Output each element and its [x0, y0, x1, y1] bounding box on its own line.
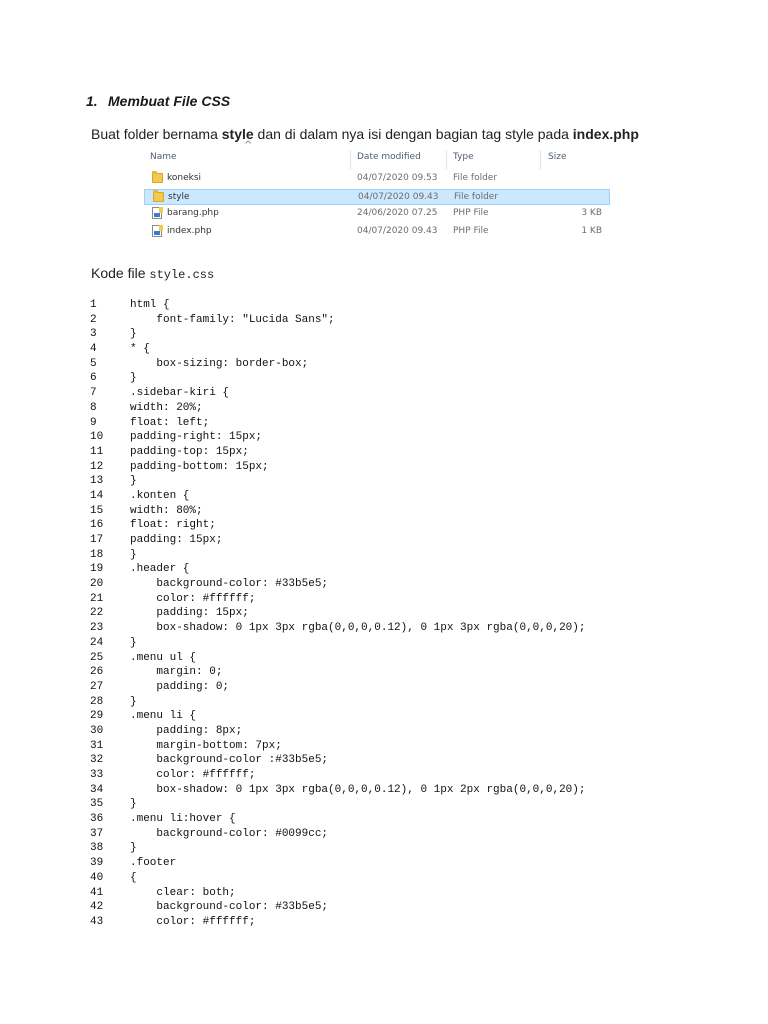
code-text: box-shadow: 0 1px 3px rgba(0,0,0,0.12), 0 1px 2px rgba(0,0,0,20);: [130, 783, 586, 796]
code-line: [90, 753, 585, 768]
intro-bold-style: style: [221, 126, 254, 142]
line-number: 41: [90, 886, 104, 899]
code-line: [90, 489, 585, 504]
line-number: 30: [90, 724, 104, 737]
file-row[interactable]: [144, 171, 610, 187]
code-text: background-color: #33b5e5;: [130, 901, 329, 914]
line-number: 32: [90, 754, 104, 767]
intro-paragraph: [91, 126, 639, 142]
line-number: 35: [90, 798, 104, 811]
code-caption-label: Kode file: [91, 265, 150, 281]
code-line: [90, 915, 585, 930]
code-text: }: [130, 842, 137, 855]
line-number: 38: [90, 842, 104, 855]
code-line: [90, 386, 585, 401]
code-line: [90, 562, 585, 577]
code-text: padding-bottom: 15px;: [130, 460, 269, 473]
code-line: [90, 856, 585, 871]
file-type: PHP File: [453, 208, 489, 218]
line-number: 5: [90, 357, 97, 370]
code-line: [90, 313, 585, 328]
line-number: 8: [90, 401, 97, 414]
column-divider: [350, 150, 351, 170]
code-line: [90, 680, 585, 695]
line-number: 23: [90, 622, 104, 635]
code-line: [90, 665, 585, 680]
column-name-header[interactable]: Name: [150, 152, 177, 162]
file-date-modified: 24/06/2020 07.25: [357, 208, 438, 218]
code-text: box-sizing: border-box;: [130, 357, 309, 370]
code-text: .footer: [130, 857, 177, 870]
code-line: [90, 592, 585, 607]
line-number: 3: [90, 328, 97, 341]
code-text: }: [130, 328, 137, 341]
line-number: 36: [90, 813, 104, 826]
column-divider: [446, 150, 447, 170]
code-text: padding-top: 15px;: [130, 445, 249, 458]
code-line: [90, 445, 585, 460]
file-name: koneksi: [167, 173, 202, 183]
code-line: [90, 577, 585, 592]
code-text: width: 80%;: [130, 504, 203, 517]
code-text: }: [130, 695, 137, 708]
line-number: 43: [90, 915, 104, 928]
code-text: .konten {: [130, 489, 190, 502]
line-number: 15: [90, 504, 104, 517]
sort-ascending-icon: ^: [244, 140, 253, 151]
code-text: float: left;: [130, 416, 210, 429]
code-line: [90, 357, 585, 372]
code-text: background-color: #33b5e5;: [130, 578, 329, 591]
code-text: .menu li {: [130, 710, 197, 723]
section-number: 1.: [86, 93, 98, 109]
code-text: padding: 15px;: [130, 607, 249, 620]
line-number: 37: [90, 827, 104, 840]
code-line: [90, 768, 585, 783]
code-line: [90, 739, 585, 754]
code-text: margin-bottom: 7px;: [130, 739, 282, 752]
line-number: 19: [90, 563, 104, 576]
line-number: 40: [90, 871, 104, 884]
file-row[interactable]: [144, 206, 610, 222]
line-number: 2: [90, 313, 97, 326]
column-date-header[interactable]: Date modified: [357, 152, 421, 162]
line-number: 25: [90, 651, 104, 664]
intro-text-2: dan di dalam nya isi dengan bagian tag style pada: [253, 126, 573, 142]
php-file-icon: [152, 225, 162, 237]
code-line: [90, 298, 585, 313]
code-text: background-color :#33b5e5;: [130, 754, 329, 767]
code-text: color: #ffffff;: [130, 915, 256, 928]
line-number: 1: [90, 299, 97, 311]
line-number: 22: [90, 607, 104, 620]
line-number: 17: [90, 534, 104, 546]
line-number: 9: [90, 416, 97, 429]
line-number: 6: [90, 372, 97, 385]
code-text: * {: [130, 343, 150, 356]
line-number: 18: [90, 548, 104, 561]
code-line: [90, 533, 585, 548]
code-line: [90, 474, 585, 489]
code-text: padding: 8px;: [130, 724, 243, 737]
code-text: .sidebar-kiri {: [130, 387, 230, 400]
code-line: [90, 518, 585, 533]
code-line: [90, 416, 585, 431]
code-text: clear: both;: [130, 886, 236, 899]
line-number: 11: [90, 445, 104, 458]
code-line: [90, 886, 585, 901]
file-explorer-screenshot: [144, 140, 610, 243]
file-size: 1 KB: [581, 225, 602, 236]
line-number: 27: [90, 680, 104, 693]
file-type: File folder: [454, 191, 499, 202]
line-number: 33: [90, 769, 104, 781]
column-size-header[interactable]: Size: [548, 152, 567, 162]
line-number: 10: [90, 431, 104, 444]
line-number: 24: [90, 636, 104, 649]
folder-icon: [153, 192, 164, 202]
intro-text-1: Buat folder bernama: [91, 126, 222, 142]
code-line: [90, 548, 585, 563]
code-listing: [90, 298, 585, 930]
line-number: 39: [90, 857, 104, 870]
code-text: margin: 0;: [130, 666, 223, 679]
code-line: [90, 900, 585, 915]
code-text: box-shadow: 0 1px 3px rgba(0,0,0,0.12), 0 1px 3px rgba(0,0,0,20);: [130, 622, 586, 635]
php-file-icon: [152, 207, 162, 219]
code-text: color: #ffffff;: [130, 592, 256, 605]
line-number: 14: [90, 489, 104, 502]
code-line: [90, 327, 585, 342]
code-text: padding: 15px;: [130, 534, 223, 546]
code-caption: [91, 265, 214, 282]
code-text: {: [130, 871, 137, 884]
code-line: [90, 695, 585, 710]
code-line: [90, 709, 585, 724]
section-title: Membuat File CSS: [108, 93, 231, 109]
code-text: }: [130, 798, 137, 811]
code-line: [90, 724, 585, 739]
line-number: 42: [90, 901, 104, 914]
code-line: [90, 401, 585, 416]
code-text: .menu ul {: [130, 651, 197, 664]
file-row[interactable]: [144, 189, 610, 205]
code-text: }: [130, 548, 137, 561]
file-date-modified: 04/07/2020 09.53: [357, 173, 438, 183]
line-number: 7: [90, 387, 97, 400]
column-type-header[interactable]: Type: [453, 152, 474, 162]
code-text: html {: [130, 299, 170, 311]
code-line: [90, 651, 585, 666]
line-number: 16: [90, 519, 104, 532]
file-name: barang.php: [167, 208, 219, 218]
file-date-modified: 04/07/2020 09.43: [357, 225, 438, 236]
file-date-modified: 04/07/2020 09.43: [358, 191, 439, 202]
code-line: [90, 812, 585, 827]
code-line: [90, 783, 585, 798]
line-number: 26: [90, 666, 104, 679]
line-number: 12: [90, 460, 104, 473]
code-text: color: #ffffff;: [130, 769, 256, 781]
line-number: 20: [90, 578, 104, 591]
code-line: [90, 797, 585, 812]
code-text: .header {: [130, 563, 190, 576]
section-heading: [86, 93, 230, 109]
code-text: }: [130, 475, 137, 488]
code-text: width: 20%;: [130, 401, 203, 414]
line-number: 4: [90, 343, 97, 356]
code-text: }: [130, 372, 137, 385]
code-line: [90, 430, 585, 445]
file-name: style: [168, 191, 190, 202]
line-number: 34: [90, 783, 104, 796]
file-name: index.php: [167, 225, 212, 236]
file-size: 3 KB: [581, 208, 602, 218]
code-line: [90, 342, 585, 357]
code-line: [90, 371, 585, 386]
code-text: padding-right: 15px;: [130, 431, 263, 444]
file-type: File folder: [453, 173, 498, 183]
code-caption-filename: style.css: [149, 268, 215, 282]
column-divider: [540, 150, 541, 170]
explorer-header: [144, 152, 610, 168]
code-line: [90, 460, 585, 475]
line-number: 29: [90, 710, 104, 723]
line-number: 28: [90, 695, 104, 708]
file-type: PHP File: [453, 225, 489, 236]
code-line: [90, 636, 585, 651]
file-row[interactable]: [144, 224, 610, 240]
line-number: 13: [90, 475, 104, 488]
line-number: 31: [90, 739, 104, 752]
intro-bold-index: index.php: [572, 126, 639, 142]
code-text: padding: 0;: [130, 680, 230, 693]
code-line: [90, 621, 585, 636]
code-line: [90, 504, 585, 519]
code-text: }: [130, 636, 137, 649]
code-text: float: right;: [130, 519, 216, 532]
code-line: [90, 841, 585, 856]
line-number: 21: [90, 592, 104, 605]
code-line: [90, 871, 585, 886]
code-line: [90, 606, 585, 621]
code-text: background-color: #0099cc;: [130, 827, 329, 840]
code-text: font-family: "Lucida Sans";: [130, 313, 335, 326]
code-line: [90, 827, 585, 842]
folder-icon: [152, 173, 163, 183]
code-text: .menu li:hover {: [130, 813, 236, 826]
